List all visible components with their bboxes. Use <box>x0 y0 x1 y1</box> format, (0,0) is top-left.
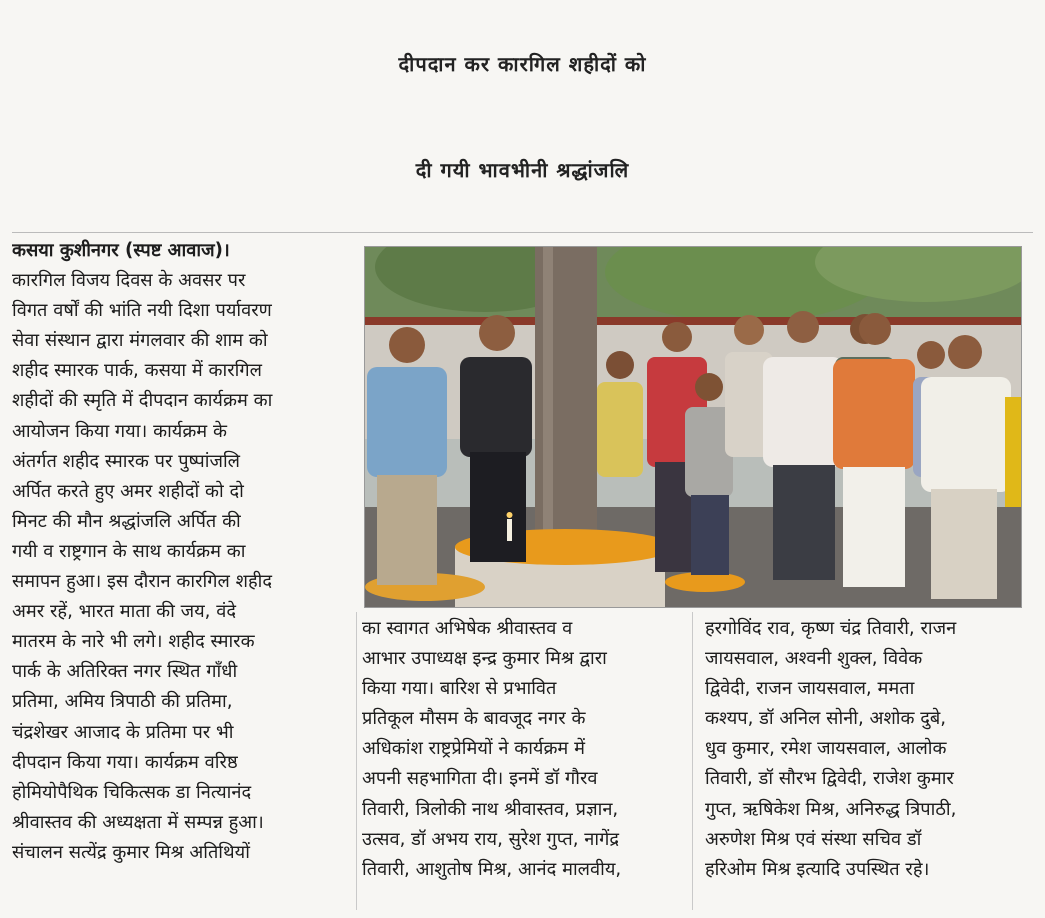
article-column-1 <box>12 236 350 868</box>
text-line: अरुणेश मिश्र एवं संस्था सचिव डॉ <box>705 828 922 850</box>
text-line: शहीद स्मारक पार्क, कसया में कारगिल <box>12 360 262 382</box>
text-line: मातरम के नारे भी लगे। शहीद स्मारक <box>12 631 255 653</box>
text-line: हरगोविंद राव, कृष्ण चंद्र तिवारी, राजन <box>705 618 957 639</box>
text-line: आभार उपाध्यक्ष इन्द्र कुमार मिश्र द्वारा <box>362 648 607 670</box>
headline-divider <box>12 232 1033 233</box>
text-line: गयी व राष्ट्रगान के साथ कार्यक्रम का <box>12 540 246 562</box>
headline-line-2: दी गयी भावभीनी श्रद्धांजलि <box>415 158 630 182</box>
text-line: अधिकांश राष्ट्रप्रेमियों ने कार्यक्रम में <box>362 738 585 760</box>
text-line: सेवा संस्थान द्वारा मंगलवार की शाम को <box>12 330 268 352</box>
text-line: कारगिल विजय दिवस के अवसर पर <box>12 270 246 292</box>
article-column-2 <box>362 614 678 885</box>
headline-line-1: दीपदान कर कारगिल शहीदों को <box>398 52 647 76</box>
text-line: तिवारी, आशुतोष मिश्र, आनंद मालवीय, <box>362 858 622 880</box>
text-line: प्रतिकूल मौसम के बावजूद नगर के <box>362 708 586 730</box>
text-line: हरिओम मिश्र इत्यादि उपस्थित रहे। <box>705 858 930 880</box>
column-separator <box>692 612 693 910</box>
news-photo-illustration <box>365 247 1021 607</box>
text-line: प्रतिमा, अमिय त्रिपाठी की प्रतिमा, <box>12 691 233 713</box>
text-line: अमर रहें, भारत माता की जय, वंदे <box>12 601 237 623</box>
text-line: गुप्त, ऋषिकेश मिश्र, अनिरुद्ध त्रिपाठी, <box>705 798 957 820</box>
news-photo <box>364 246 1022 608</box>
text-line: का स्वागत अभिषेक श्रीवास्तव व <box>362 618 573 639</box>
text-line: आयोजन किया गया। कार्यक्रम के <box>12 420 227 442</box>
text-line: धुव कुमार, रमेश जायसवाल, आलोक <box>705 738 947 760</box>
text-line: किया गया। बारिश से प्रभावित <box>362 678 557 700</box>
text-line: कश्यप, डॉ अनिल सोनी, अशोक दुबे, <box>705 708 947 730</box>
column-separator <box>356 612 357 910</box>
text-line: पार्क के अतिरिक्त नगर स्थित गाँधी <box>12 661 238 683</box>
article-column-3 <box>705 614 1031 885</box>
text-line: दीपदान किया गया। कार्यक्रम वरिष्ठ <box>12 751 238 773</box>
text-line: उत्सव, डॉ अभय राय, सुरेश गुप्त, नागेंद्र <box>362 828 619 850</box>
text-line: मिनट की मौन श्रद्धांजलि अर्पित की <box>12 510 241 532</box>
text-line: अपनी सहभागिता दी। इनमें डॉ गौरव <box>362 768 598 790</box>
text-line: तिवारी, डॉ सौरभ द्विवेदी, राजेश कुमार <box>705 768 954 790</box>
text-line: समापन हुआ। इस दौरान कारगिल शहीद <box>12 571 272 593</box>
text-line: विगत वर्षों की भांति नयी दिशा पर्यावरण <box>12 300 272 322</box>
text-line: द्विवेदी, राजन जायसवाल, ममता <box>705 678 915 700</box>
text-line: अर्पित करते हुए अमर शहीदों को दो <box>12 480 244 502</box>
text-line: श्रीवास्तव की अध्यक्षता में सम्पन्न हुआ। <box>12 811 264 833</box>
dateline: कसया कुशीनगर (स्पष्ट आवाज)। <box>12 240 230 261</box>
text-line: होमियोपैथिक चिकित्सक डा नित्यानंद <box>12 781 252 803</box>
text-line: अंतर्गत शहीद स्मारक पर पुष्पांजलि <box>12 450 240 472</box>
text-line: चंद्रशेखर आजाद के प्रतिमा पर भी <box>12 721 234 743</box>
text-line: तिवारी, त्रिलोकी नाथ श्रीवास्तव, प्रज्ञान, <box>362 798 619 820</box>
text-line: संचालन सत्येंद्र कुमार मिश्र अतिथियों <box>12 841 250 863</box>
text-line: शहीदों की स्मृति में दीपदान कार्यक्रम का <box>12 390 273 412</box>
text-line: जायसवाल, अश्वनी शुक्ल, विवेक <box>705 648 923 670</box>
